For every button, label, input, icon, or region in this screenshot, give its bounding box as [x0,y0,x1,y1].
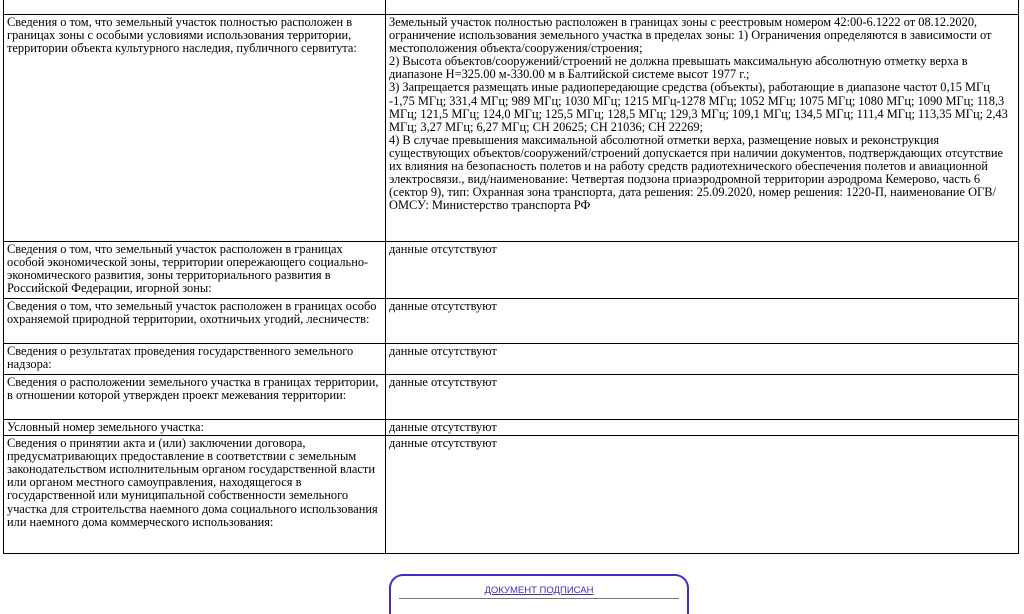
signature-stamp [389,574,689,614]
row-value: данные отсутствуют [386,344,1019,375]
value-paragraph: 3) Запрещается размещать иные радиопередающие средства (объекты), работающие в диапазоне частот 0,15 МГц -1,75 МГц; 331,4 МГц; 989 МГц; 1030 МГц; 1215 МГц-1278 МГц; 1052 МГц; 1075 МГц; 1080 МГц; 1090 МГц; 118,3 МГц; 121,5 МГц; 124,0 МГц; 125,5 МГц; 128,5 МГц; 129,3 МГц; 109,1 МГц; 134,5 МГц; 111,4 МГц; 113,35 МГц; 2,43 МГц; 3,27 МГц; 6,27 МГц; СН 20625; СН 21036; СН 22269; [389,80,1008,134]
row-value: данные отсутствуют [386,299,1019,344]
table-row [4,299,1019,344]
table-row [4,375,1019,420]
row-value: данные отсутствуют [386,242,1019,299]
document-frame [3,0,1019,554]
row-value [386,15,1019,242]
row-label: Сведения о том, что земельный участок расположен в границах особо охраняемой природной территории, охотничьих угодий, лесничеств: [4,299,386,344]
row-label: Сведения о результатах проведения государственного земельного надзора: [4,344,386,375]
row-value: данные отсутствуют [386,420,1019,436]
table-row [4,344,1019,375]
table-row [4,420,1019,436]
stamp-divider [399,598,679,599]
row-label: Сведения о расположении земельного участка в границах территории, в отношении которой утвержден проект межевания территории: [4,375,386,420]
top-stub-cell [386,0,1019,15]
stamp-title: ДОКУМЕНТ ПОДПИСАН [484,585,594,596]
table-row [4,0,1019,15]
table-row [4,242,1019,299]
row-label: Сведения о том, что земельный участок расположен в границах особой экономической зоны, территории опережающего социально-экономического развития, зоны территориального развития в Российской Федерации, игорной зоны: [4,242,386,299]
table-row [4,436,1019,554]
value-paragraph: Земельный участок полностью расположен в границах зоны с реестровым номером 42:00-6.1222 от 08.12.2020, ограничение использования земельного участка в пределах зоны: 1) Ограничения определяются в зависимости от местоположения объекта/сооружения/строения; [389,15,992,56]
row-label: Сведения о принятии акта и (или) заключении договора, предусматривающих предоставление в соответствии с земельным законодательством исполнительным органом государственной власти или органом местного самоуправления, находящегося в государственной или муниципальной собственности земельного участка для строительства наемного дома социального использования или наемного дома коммерческого использования: [4,436,386,554]
row-label: Сведения о том, что земельный участок полностью расположен в границах зоны с особыми условиями использования территории, территории объекта культурного наследия, публичного сервитута: [4,15,386,242]
value-paragraph: 2) Высота объектов/сооружений/строений не должна превышать максимальную абсолютную отметку верха в диапазоне H=325.00 м-330.00 м в Балтийской системе высот 1977 г.; [389,54,968,82]
row-value: данные отсутствуют [386,375,1019,420]
table-row [4,15,1019,242]
row-value: данные отсутствуют [386,436,1019,554]
top-stub-cell [4,0,386,15]
value-paragraph: 4) В случае превышения максимальной абсолютной отметки верха, размещение новых и реконструкция существующих объектов/сооружений/строений допускается при наличии документов, подтверждающих отсутствие их влияния на безопасность полетов и на работу средств радиотехнического обеспечения полетов и авиационной электросвязи., вид/наименование: Четвертая подзона приаэродромной территории аэродрома Кемерово, часть 6 (сектор 9), тип: Охранная зона транспорта, дата решения: 25.09.2020, номер решения: 1220-П, наименование ОГВ/ОМСУ: Министерство транспорта РФ [389,132,1004,213]
row-label: Условный номер земельного участка: [4,420,386,436]
land-plot-info-table [3,0,1019,554]
